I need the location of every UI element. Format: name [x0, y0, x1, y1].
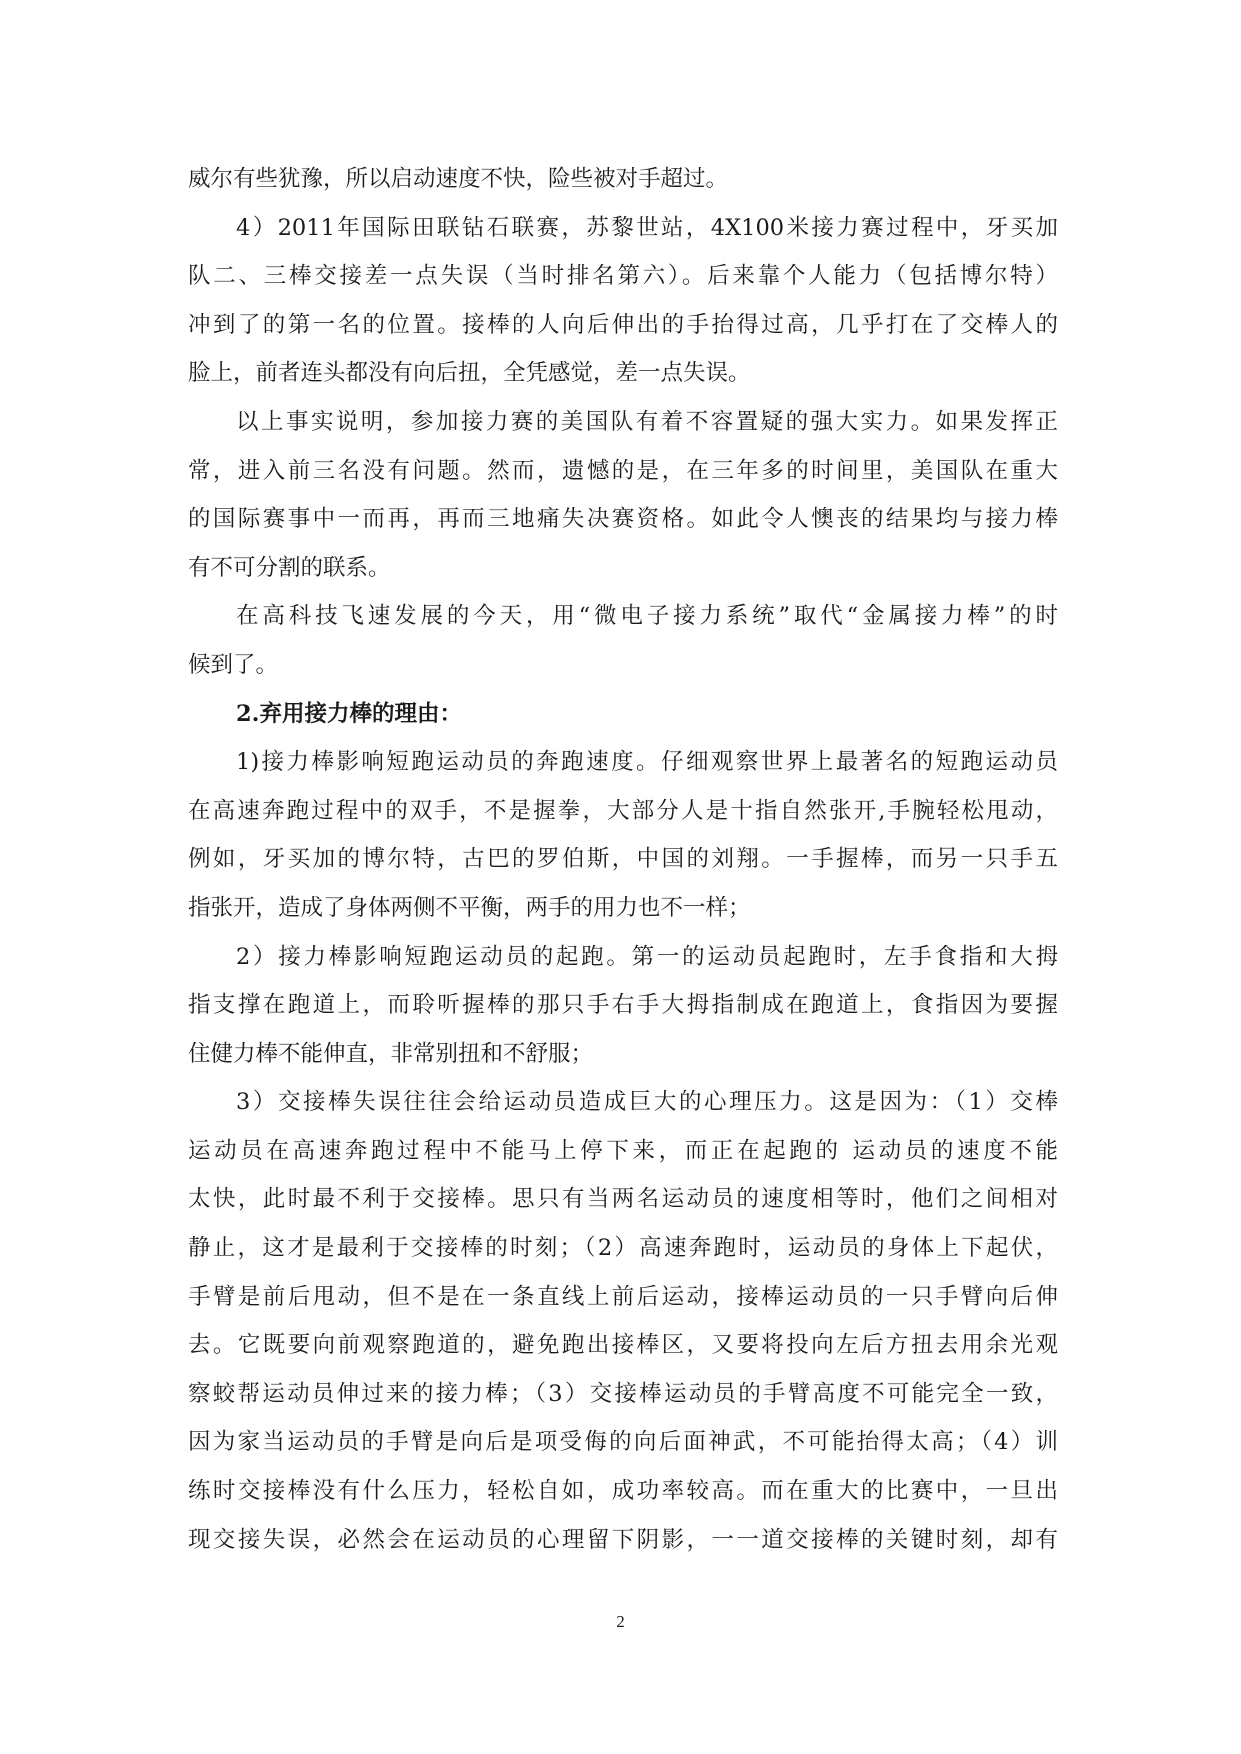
text-line: 指支撑在跑道上，而聆听握棒的那只手右手大拇指制成在跑道上，食指因为要握: [188, 992, 1058, 1019]
text-line: 以上事实说明，参加接力赛的美国队有着不容置疑的强大实力。如果发挥正: [236, 408, 1058, 435]
text-line: 去。它既要向前观察跑道的，避免跑出接棒区，又要将投向左后方扭去用余光观: [188, 1332, 1058, 1359]
text-line: 2）接力棒影响短跑运动员的起跑。第一的运动员起跑时，左手食指和大拇: [236, 943, 1058, 970]
text-line: 4）2011年国际田联钻石联赛，苏黎世站，4X100米接力赛过程中，牙买加: [236, 214, 1058, 241]
text-line: 候到了。: [188, 651, 279, 678]
text-line: 手臂是前后甩动，但不是在一条直线上前后运动，接棒运动员的一只手臂向后伸: [188, 1283, 1058, 1310]
text-line: 练时交接棒没有什么压力，轻松自如，成功率较高。而在重大的比赛中，一旦出: [188, 1478, 1058, 1505]
text-line: 指张开，造成了身体两侧不平衡，两手的用力也不一样；: [188, 894, 751, 921]
text-line: 静止，这才是最利于交接棒的时刻；（2）高速奔跑时，运动员的身体上下起伏，: [188, 1235, 1058, 1262]
text-line: 住健力棒不能伸直，非常别扭和不舒服；: [188, 1040, 594, 1067]
text-line: 现交接失误，必然会在运动员的心理留下阴影，一一道交接棒的关键时刻，却有: [188, 1526, 1058, 1553]
text-line: 因为家当运动员的手臂是向后是项受侮的向后面神武，不可能抬得太高；（4）训: [188, 1429, 1058, 1456]
text-line: 3）交接棒失误往往会给运动员造成巨大的心理压力。这是因为：（1）交棒: [236, 1089, 1058, 1116]
text-line: 1)接力棒影响短跑运动员的奔跑速度。仔细观察世界上最著名的短跑运动员: [236, 749, 1058, 776]
text-line: 太快，此时最不利于交接棒。思只有当两名运动员的速度相等时，他们之间相对: [188, 1186, 1058, 1213]
text-line: 在高科技飞速发展的今天，用“微电子接力系统”取代“金属接力棒”的时: [236, 603, 1058, 630]
text-line: 在高速奔跑过程中的双手，不是握拳，大部分人是十指自然张开,手腕轻松甩动，: [188, 797, 1058, 824]
text-line: 例如，牙买加的博尔特，古巴的罗伯斯，中国的刘翔。一手握棒，而另一只手五: [188, 846, 1058, 873]
text-line: 冲到了的第一名的位置。接棒的人向后伸出的手抬得过高，几乎打在了交棒人的: [188, 311, 1058, 338]
text-line: 队二、三棒交接差一点失误（当时排名第六）。后来靠个人能力（包括博尔特）: [188, 263, 1058, 290]
text-line: 运动员在高速奔跑过程中不能马上停下来，而正在起跑的 运动员的速度不能: [188, 1137, 1058, 1164]
text-line: 脸上，前者连头都没有向后扭，全凭感觉，差一点失误。: [188, 360, 751, 387]
text-line: 常，进入前三名没有问题。然而，遗憾的是，在三年多的时间里，美国队在重大: [188, 457, 1058, 484]
text-line: 的国际赛事中一而再，再而三地痛失决赛资格。如此令人懊丧的结果均与接力棒: [188, 506, 1058, 533]
text-line: 威尔有些犹豫，所以启动速度不快，险些被对手超过。: [188, 166, 729, 192]
section-heading: 2.弃用接力棒的理由：: [236, 700, 462, 727]
page-number: 2: [616, 1612, 625, 1631]
text-line: 察蛟帮运动员伸过来的接力棒；（3）交接棒运动员的手臂高度不可能完全一致，: [188, 1380, 1058, 1407]
text-line: 有不可分割的联系。: [188, 554, 391, 581]
body-text: [188, 155, 1058, 1564]
